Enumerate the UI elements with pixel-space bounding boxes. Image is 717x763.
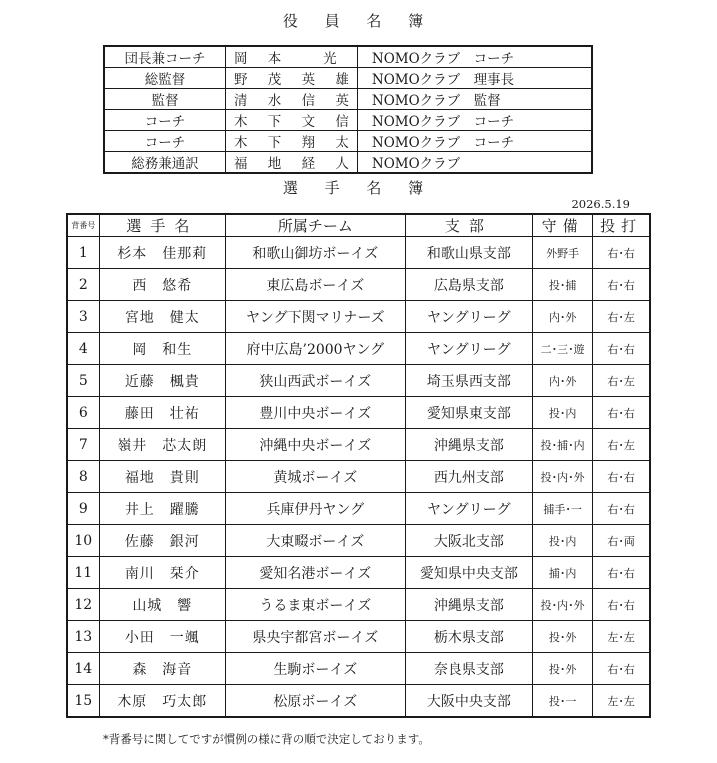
player-row <box>67 237 650 269</box>
officer-name: 岡 本 光 <box>226 46 358 68</box>
player-row <box>67 269 650 301</box>
roster-title: 選 手 名 簿 <box>282 179 435 197</box>
player-team: 狭山西武ボーイズ <box>226 365 406 397</box>
officers-title: 役 員 名 簿 <box>282 12 435 30</box>
player-position: 内･外 <box>533 365 593 397</box>
player-bat-throw: 右･左 <box>593 301 650 333</box>
player-bat-throw: 右･右 <box>593 653 650 685</box>
officer-name: 木 下 文 信 <box>226 110 358 131</box>
player-bat-throw: 右･左 <box>593 429 650 461</box>
player-bat-throw: 右･右 <box>593 461 650 493</box>
player-row <box>67 525 650 557</box>
player-row <box>67 429 650 461</box>
player-branch: 沖縄県支部 <box>405 429 532 461</box>
player-bat-throw: 左･左 <box>593 621 650 653</box>
officers-table-body <box>104 46 592 173</box>
player-number: 5 <box>67 365 99 397</box>
player-name: 藤田 壮祐 <box>99 397 225 429</box>
player-number: 1 <box>67 237 99 269</box>
player-team: 沖縄中央ボーイズ <box>226 429 406 461</box>
officer-row <box>104 152 592 174</box>
player-position: 内･外 <box>533 301 593 333</box>
player-team: 和歌山御坊ボーイズ <box>226 237 406 269</box>
player-number: 9 <box>67 493 99 525</box>
header-number: 背番号 <box>67 214 99 237</box>
player-row <box>67 397 650 429</box>
player-team: うるま東ボーイズ <box>226 589 406 621</box>
player-team: 大東畷ボーイズ <box>226 525 406 557</box>
player-name: 南川 栞介 <box>99 557 225 589</box>
player-branch: ヤングリーグ <box>405 301 532 333</box>
player-branch: 和歌山県支部 <box>405 237 532 269</box>
player-team: 東広島ボーイズ <box>226 269 406 301</box>
player-row <box>67 301 650 333</box>
player-branch: ヤングリーグ <box>405 333 532 365</box>
player-row <box>67 557 650 589</box>
officer-name: 福 地 経 人 <box>226 152 358 174</box>
player-row <box>67 461 650 493</box>
player-position: 投･捕･内 <box>533 429 593 461</box>
player-team: 兵庫伊丹ヤング <box>226 493 406 525</box>
officer-affiliation: NOMOクラブ 理事長 <box>357 68 592 89</box>
player-bat-throw: 右･右 <box>593 589 650 621</box>
player-branch: 埼玉県西支部 <box>405 365 532 397</box>
player-bat-throw: 左･左 <box>593 685 650 718</box>
player-position: 投･外 <box>533 621 593 653</box>
player-number: 3 <box>67 301 99 333</box>
player-bat-throw: 右･左 <box>593 365 650 397</box>
player-branch: 栃木県支部 <box>405 621 532 653</box>
player-bat-throw: 右･右 <box>593 237 650 269</box>
player-position: 投･内･外 <box>533 589 593 621</box>
officer-row <box>104 68 592 89</box>
player-team: 松原ボーイズ <box>226 685 406 718</box>
officer-row <box>104 131 592 152</box>
officer-role: コーチ <box>104 110 226 131</box>
officer-role: 団長兼コーチ <box>104 46 226 68</box>
player-row <box>67 493 650 525</box>
officer-name: 清 水 信 英 <box>226 89 358 110</box>
player-bat-throw: 右･両 <box>593 525 650 557</box>
player-number: 4 <box>67 333 99 365</box>
player-row <box>67 333 650 365</box>
header-team: 所属チーム <box>226 214 406 237</box>
player-name: 岡 和生 <box>99 333 225 365</box>
player-bat-throw: 右･右 <box>593 269 650 301</box>
player-name: 福地 貴則 <box>99 461 225 493</box>
player-row <box>67 685 650 718</box>
header-bat-throw: 投打 <box>593 214 650 237</box>
player-position: 外野手 <box>533 237 593 269</box>
player-number: 11 <box>67 557 99 589</box>
player-name: 嶺井 芯太朗 <box>99 429 225 461</box>
roster-table-body <box>67 237 650 718</box>
officer-affiliation: NOMOクラブ <box>357 152 592 174</box>
player-row <box>67 589 650 621</box>
player-row <box>67 621 650 653</box>
officer-row <box>104 110 592 131</box>
player-branch: 大阪中央支部 <box>405 685 532 718</box>
player-branch: 西九州支部 <box>405 461 532 493</box>
officer-affiliation: NOMOクラブ コーチ <box>357 46 592 68</box>
player-position: 投･内･外 <box>533 461 593 493</box>
player-position: 投･内 <box>533 397 593 429</box>
player-number: 10 <box>67 525 99 557</box>
player-team: 豊川中央ボーイズ <box>226 397 406 429</box>
player-position: 投･捕 <box>533 269 593 301</box>
officer-affiliation: NOMOクラブ コーチ <box>357 110 592 131</box>
officer-role: 監督 <box>104 89 226 110</box>
player-branch: 愛知県中央支部 <box>405 557 532 589</box>
player-number: 12 <box>67 589 99 621</box>
player-branch: ヤングリーグ <box>405 493 532 525</box>
player-team: 愛知名港ボーイズ <box>226 557 406 589</box>
player-branch: 大阪北支部 <box>405 525 532 557</box>
officer-row <box>104 46 592 68</box>
header-name: 選手名 <box>99 214 225 237</box>
officer-role: コーチ <box>104 131 226 152</box>
player-row <box>67 365 650 397</box>
roster-date: 2026.5.19 <box>571 197 630 211</box>
player-branch: 沖縄県支部 <box>405 589 532 621</box>
officers-table <box>103 45 593 174</box>
player-team: 府中広島’2000ヤング <box>226 333 406 365</box>
header-position: 守備 <box>533 214 593 237</box>
player-bat-throw: 右･右 <box>593 397 650 429</box>
player-bat-throw: 右･右 <box>593 493 650 525</box>
player-position: 捕手･一 <box>533 493 593 525</box>
player-number: 15 <box>67 685 99 718</box>
player-name: 宮地 健太 <box>99 301 225 333</box>
player-bat-throw: 右･右 <box>593 557 650 589</box>
officer-role: 総監督 <box>104 68 226 89</box>
officer-role: 総務兼通訳 <box>104 152 226 174</box>
header-branch: 支部 <box>405 214 532 237</box>
player-branch: 愛知県東支部 <box>405 397 532 429</box>
officer-name: 野 茂 英 雄 <box>226 68 358 89</box>
player-team: 生駒ボーイズ <box>226 653 406 685</box>
roster-header-row <box>67 214 650 237</box>
player-name: 森 海音 <box>99 653 225 685</box>
officer-row <box>104 89 592 110</box>
player-team: ヤング下関マリナーズ <box>226 301 406 333</box>
roster-table <box>66 213 651 718</box>
officer-affiliation: NOMOクラブ コーチ <box>357 131 592 152</box>
player-bat-throw: 右･右 <box>593 333 650 365</box>
player-name: 木原 巧太郎 <box>99 685 225 718</box>
officer-name: 木 下 翔 太 <box>226 131 358 152</box>
player-name: 西 悠希 <box>99 269 225 301</box>
player-number: 8 <box>67 461 99 493</box>
player-position: 投･一 <box>533 685 593 718</box>
player-position: 投･内 <box>533 525 593 557</box>
footnote: *背番号に関してですが慣例の様に背の順で決定しております。 <box>103 732 430 746</box>
player-name: 小田 一颯 <box>99 621 225 653</box>
player-name: 山城 響 <box>99 589 225 621</box>
player-number: 13 <box>67 621 99 653</box>
player-position: 投･外 <box>533 653 593 685</box>
player-name: 井上 躍騰 <box>99 493 225 525</box>
officer-affiliation: NOMOクラブ 監督 <box>357 89 592 110</box>
player-position: 捕･内 <box>533 557 593 589</box>
player-branch: 広島県支部 <box>405 269 532 301</box>
player-name: 近藤 楓貴 <box>99 365 225 397</box>
player-position: 二･三･遊 <box>533 333 593 365</box>
player-name: 杉本 佳那莉 <box>99 237 225 269</box>
player-team: 黄城ボーイズ <box>226 461 406 493</box>
player-number: 2 <box>67 269 99 301</box>
player-number: 6 <box>67 397 99 429</box>
player-team: 県央宇都宮ボーイズ <box>226 621 406 653</box>
player-branch: 奈良県支部 <box>405 653 532 685</box>
player-number: 14 <box>67 653 99 685</box>
player-name: 佐藤 銀河 <box>99 525 225 557</box>
player-row <box>67 653 650 685</box>
player-number: 7 <box>67 429 99 461</box>
